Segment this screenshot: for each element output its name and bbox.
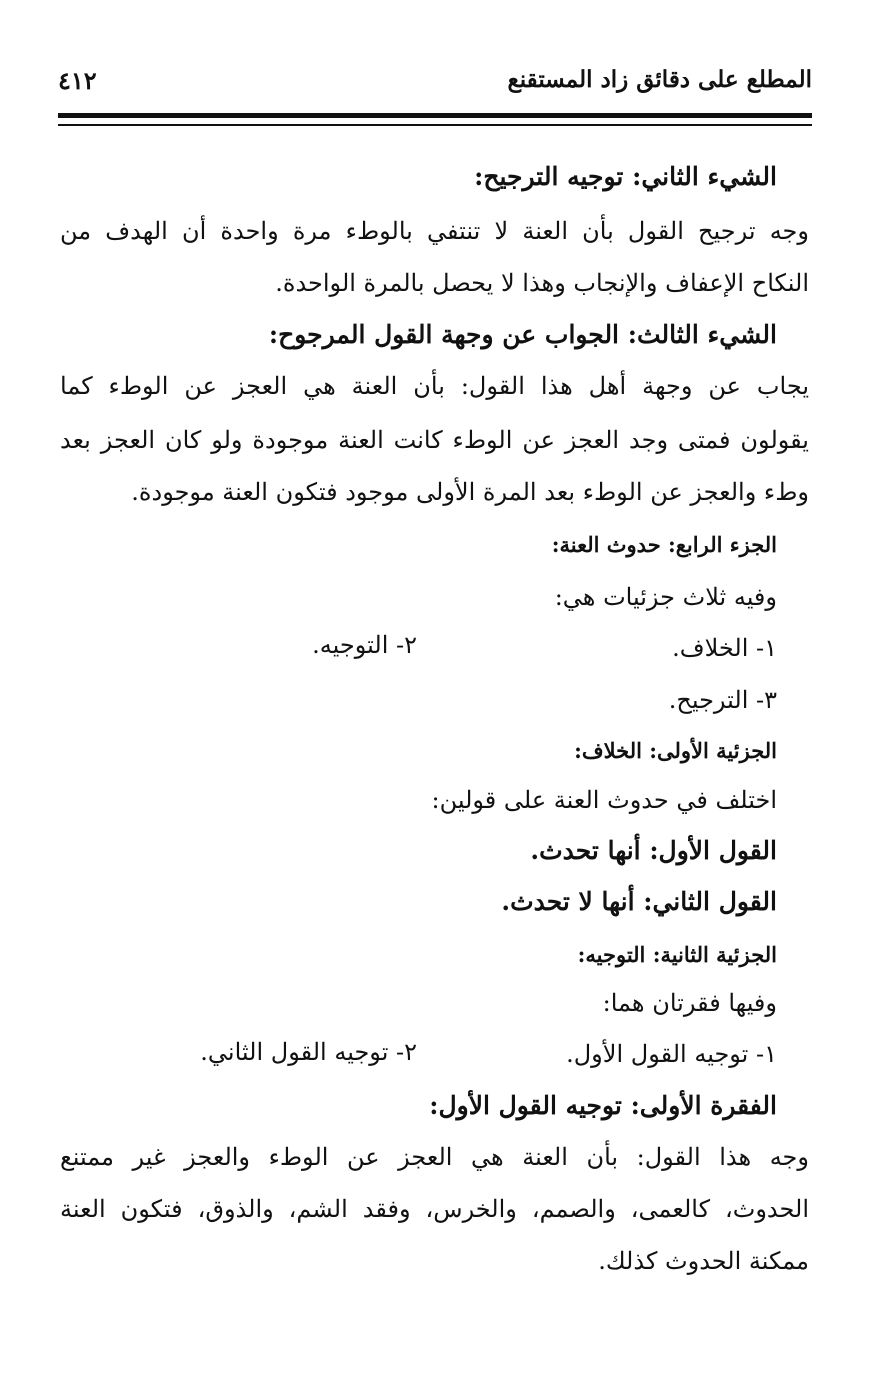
subpart-heading: الجزئية الأولى: الخلاف: [574, 738, 777, 763]
book-title: المطلع على دقائق زاد المستقنع [507, 66, 812, 93]
paragraph-line: النكاح الإعفاف والإنجاب وهذا لا يحصل بالمرة الواحدة. [275, 269, 809, 297]
paragraph-line: الحدوث، كالعمى، والصمم، والخرس، وفقد الشم، والذوق، فتكون العنة [60, 1195, 809, 1223]
running-header [58, 66, 812, 106]
paragraph-line: يجاب عن وجهة أهل هذا القول: بأن العنة هي العجز عن الوطء كما [60, 372, 809, 400]
paragraph-line: وجه ترجيح القول بأن العنة لا تنتفي بالوطء مرة واحدة أن الهدف من [60, 217, 809, 245]
paragraph-line: اختلف في حدوث العنة على قولين: [431, 786, 777, 814]
paragraph-line: وفيها فقرتان هما: [602, 989, 777, 1017]
header-rule-thick [58, 113, 812, 118]
opinion-line: القول الأول: أنها تحدث. [530, 836, 777, 865]
opinion-line: القول الثاني: أنها لا تحدث. [501, 887, 777, 916]
paragraph-line: ممكنة الحدوث كذلك. [598, 1247, 809, 1275]
list-item: ٢- التوجيه. [312, 631, 417, 659]
subpart-heading: الجزئية الثانية: التوجيه: [577, 942, 777, 967]
paragraph-line: وجه هذا القول: بأن العنة هي العجز عن الوطء والعجز غير ممتنع [60, 1143, 809, 1171]
paragraph-line: وفيه ثلاث جزئيات هي: [554, 583, 777, 611]
page-number: ٤١٢ [58, 66, 97, 95]
header-rule-thin [58, 124, 812, 126]
part-heading: الجزء الرابع: حدوث العنة: [551, 532, 777, 557]
list-item: ١- توجيه القول الأول. [566, 1040, 777, 1068]
paragraph-line: وطء والعجز عن الوطء بعد المرة الأولى موجود فتكون العنة موجودة. [131, 478, 809, 506]
list-item: ٢- توجيه القول الثاني. [200, 1038, 417, 1066]
section-heading: الشيء الثاني: توجيه الترجيح: [474, 162, 777, 191]
paragraph-line: يقولون فمتى وجد العجز عن الوطء كانت العنة موجودة ولو كان العجز بعد [60, 426, 809, 454]
list-item: ٣- الترجيح. [668, 686, 777, 714]
section-heading: الشيء الثالث: الجواب عن وجهة القول المرجوح: [268, 320, 777, 349]
list-item: ١- الخلاف. [672, 634, 777, 662]
paragraph-heading: الفقرة الأولى: توجيه القول الأول: [429, 1091, 777, 1120]
